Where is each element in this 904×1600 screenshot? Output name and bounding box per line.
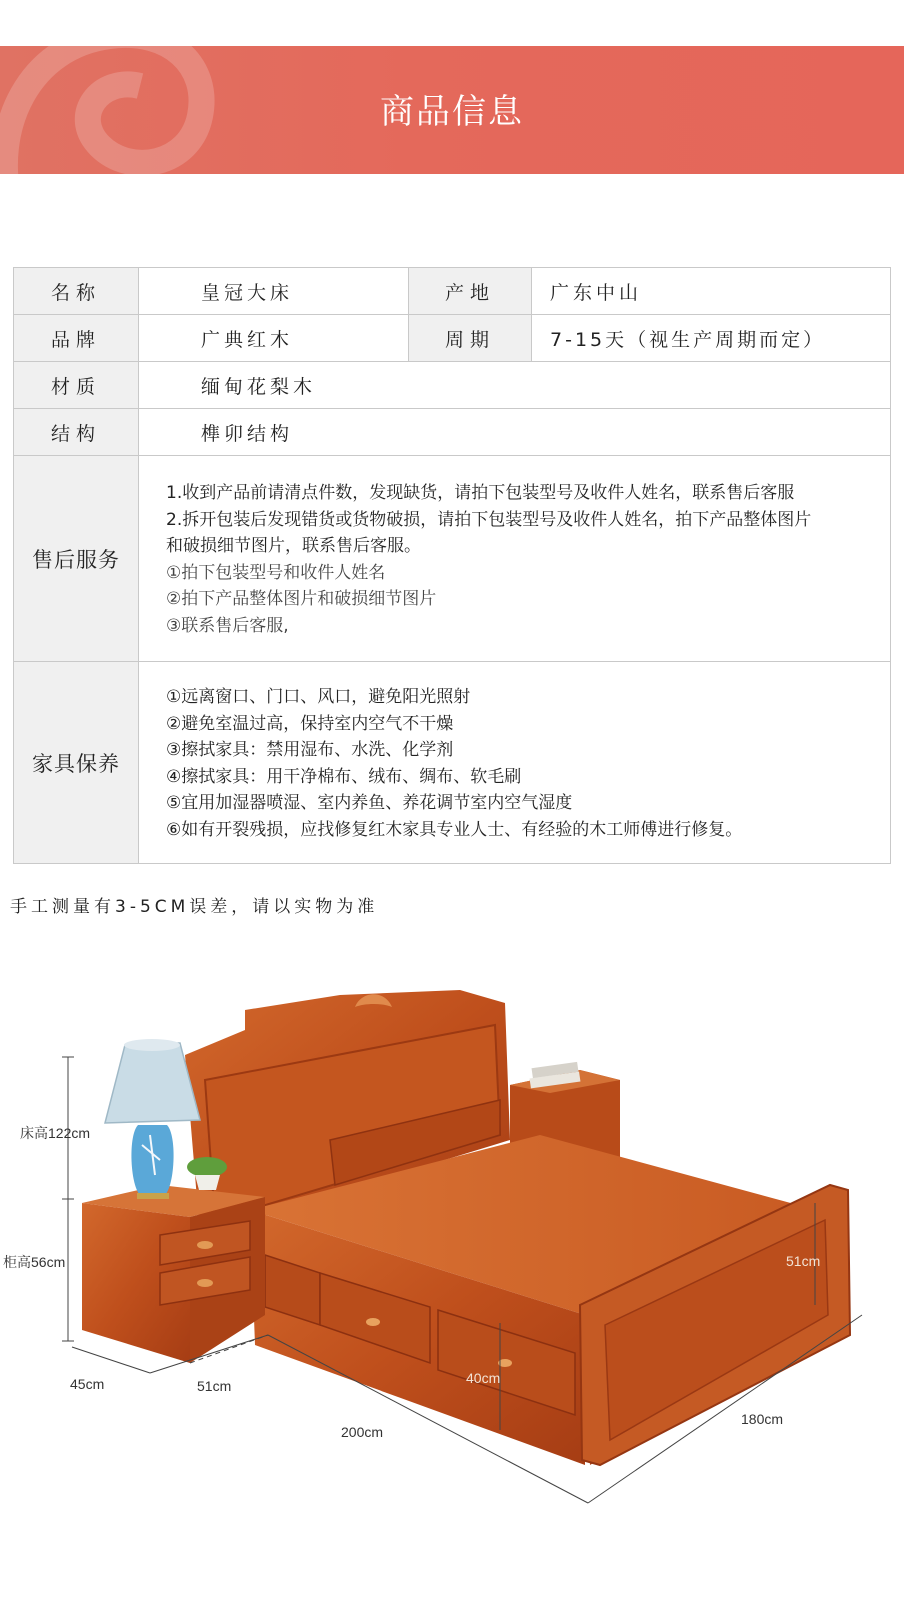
after-sales-line: ①拍下包装型号和收件人姓名: [166, 562, 386, 583]
measurement-note: 手工测量有3-5CM误差，请以实物为准: [10, 897, 379, 917]
care-line: ⑥如有开裂残损，应找修复红木家具专业人士、有经验的木工师傅进行修复。: [166, 819, 743, 840]
after-sales-line: 和破损细节图片，联系售后客服。: [166, 536, 421, 556]
bed-length-label: 200cm: [341, 1424, 384, 1440]
origin-label: 产地: [409, 268, 532, 315]
care-line: ③擦拭家具：禁用湿布、水洗、化学剂: [166, 740, 454, 760]
after-sales-content: [139, 456, 891, 662]
period-label: 周期: [409, 315, 532, 362]
product-info-table: [13, 267, 891, 864]
table-row: [14, 315, 891, 362]
period-value: 7-15天（视生产周期而定）: [532, 315, 891, 362]
material-value: 缅甸花梨木: [139, 362, 891, 409]
after-sales-line: ②拍下产品整体图片和破损细节图片: [166, 589, 437, 609]
table-row: [14, 662, 891, 864]
table-row: [14, 409, 891, 456]
structure-value: 榫卯结构: [139, 409, 891, 456]
header-banner: [0, 46, 904, 174]
bed-product-illustration: [0, 985, 904, 1600]
material-label: 材质: [14, 362, 139, 409]
care-line: ②避免室温过高，保持室内空气不干燥: [166, 713, 454, 734]
banner-title: 商品信息: [380, 92, 524, 132]
cabinet-depth-label: 45cm: [70, 1376, 105, 1392]
after-sales-line: 1.收到产品前请清点件数，发现缺货，请拍下包装型号及收件人姓名，联系售后客服: [166, 483, 795, 503]
furniture-care-label: 家具保养: [14, 662, 139, 864]
after-sales-label: 售后服务: [14, 456, 139, 662]
table-row: [14, 362, 891, 409]
table-row: [14, 456, 891, 662]
brand-label: 品牌: [14, 315, 139, 362]
after-sales-line: 2.拆开包装后发现错货或货物破损，请拍下包装型号及收件人姓名，拍下产品整体图片: [166, 509, 812, 530]
drawer-height-label: 40cm: [466, 1370, 501, 1386]
care-line: ①远离窗口、门口、风口，避免阳光照射: [166, 687, 471, 707]
bed-height-label: 床高122cm: [20, 1125, 91, 1141]
name-label: 名称: [14, 268, 139, 315]
left-nightstand: [82, 1185, 265, 1363]
origin-value: 广东中山: [532, 268, 891, 315]
bed-width-label: 180cm: [741, 1411, 784, 1427]
furniture-care-content: [139, 662, 891, 864]
cabinet-width-label: 51cm: [197, 1378, 232, 1394]
table-row: [14, 268, 891, 315]
name-value: 皇冠大床: [139, 268, 409, 315]
brand-value: 广典红木: [139, 315, 409, 362]
footboard-height-label: 51cm: [786, 1253, 821, 1269]
after-sales-line: ③联系售后客服,: [166, 615, 289, 636]
table-lamp-icon: [105, 1039, 200, 1199]
care-line: ④擦拭家具：用干净棉布、绒布、绸布、软毛刷: [166, 766, 522, 787]
care-line: ⑤宜用加湿器喷湿、室内养鱼、养花调节室内空气湿度: [166, 793, 573, 813]
structure-label: 结构: [14, 409, 139, 456]
cabinet-height-label: 柜高56cm: [3, 1254, 66, 1270]
